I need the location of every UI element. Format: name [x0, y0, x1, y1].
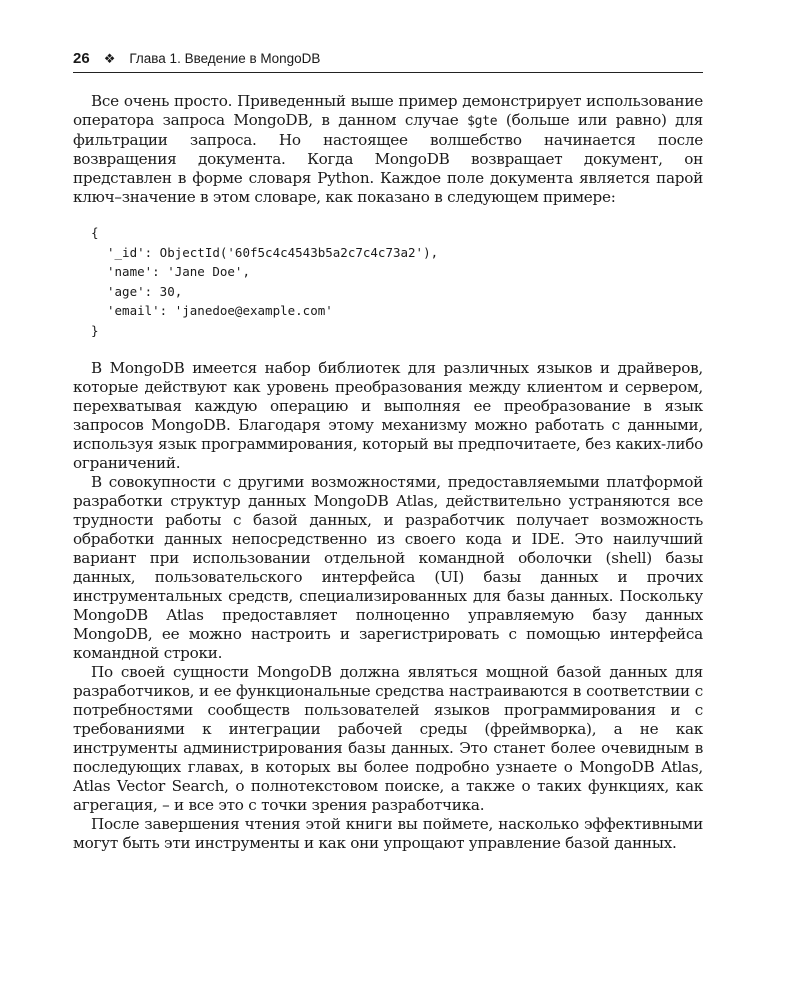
paragraph-intro-text-1: Все очень просто. Приведенный выше пример демонстрирует использование оператора запроса MongoDB, в данном случае [73, 92, 703, 129]
code-block [91, 223, 703, 340]
paragraph-intro-text-2: (больше или равно) для фильтрации запроса. Но настоящее волшебство начинается после возвращения документа. Когда MongoDB возвращает документ, он представлен в форме словаря Python. Каждое поле документа является парой ключ–значение в этом словаре, как показано в следующем примере: [73, 111, 704, 206]
paragraph: В совокупности с другими возможностями, предоставляемыми платформой разработки структур данных MongoDB Atlas, действительно устраняются все трудности работы с базой данных, и разработчик получает возможность обработки данных непосредственно из своего кода и IDE. Это наилучший вариант при использовании отдельной командной оболочки (shell) базы данных, пользовательского интерфейса (UI) базы данных и прочих инструментальных средств, специализированных для базы данных. Поскольку MongoDB Atlas предоставляет полноценно управляемую базу данных MongoDB, ее можно настроить и зарегистрировать с помощью интерфейса командной строки. [73, 473, 703, 662]
page-header [73, 50, 703, 73]
code-line: { [91, 225, 99, 240]
paragraph-intro [73, 92, 703, 207]
code-line: } [91, 322, 99, 338]
code-line: '_id': ObjectId('60f5c4c4543b5a2c7c4c73a2'), [107, 244, 439, 260]
page-body [73, 92, 703, 853]
chapter-title: Глава 1. Введение в MongoDB [129, 51, 321, 66]
paragraph: В MongoDB имеется набор библиотек для различных языков и драйверов, которые действуют как уровень преобразования между клиентом и сервером, перехватывая каждую операцию и выполняя ее преобразование в язык запросов MongoDB. Благодаря этому механизму можно работать с данными, используя язык программирования, который вы предпочитаете, без каких-либо ограничений. [73, 359, 703, 472]
code-line: 'email': 'janedoe@example.com' [107, 303, 333, 318]
paragraph: После завершения чтения этой книги вы поймете, насколько эффективными могут быть эти инструменты и как они упрощают управление базой данных. [73, 815, 703, 852]
page-number: 26 [73, 50, 90, 67]
code-line: 'name': 'Jane Doe', [107, 264, 250, 279]
diamond-separator-icon: ❖ [103, 51, 116, 66]
inline-code-gte: $gte [467, 114, 498, 129]
code-line: 'age': 30, [107, 283, 183, 299]
paragraph: По своей сущности MongoDB должна являться мощной базой данных для разработчиков, и ее функциональные средства настраиваются в соответствии с потребностями сообществ пользователей языков программирования и с требованиями к интеграции рабочей среды (фреймворка), а не как инструменты администрирования базы данных. Это станет более очевидным в последующих главах, в которых вы более подробно узнаете о MongoDB Atlas, Atlas Vector Search, о полнотекстовом поиске, а также о таких функциях, как агрегация, – и все это с точки зрения разработчика. [73, 663, 703, 814]
